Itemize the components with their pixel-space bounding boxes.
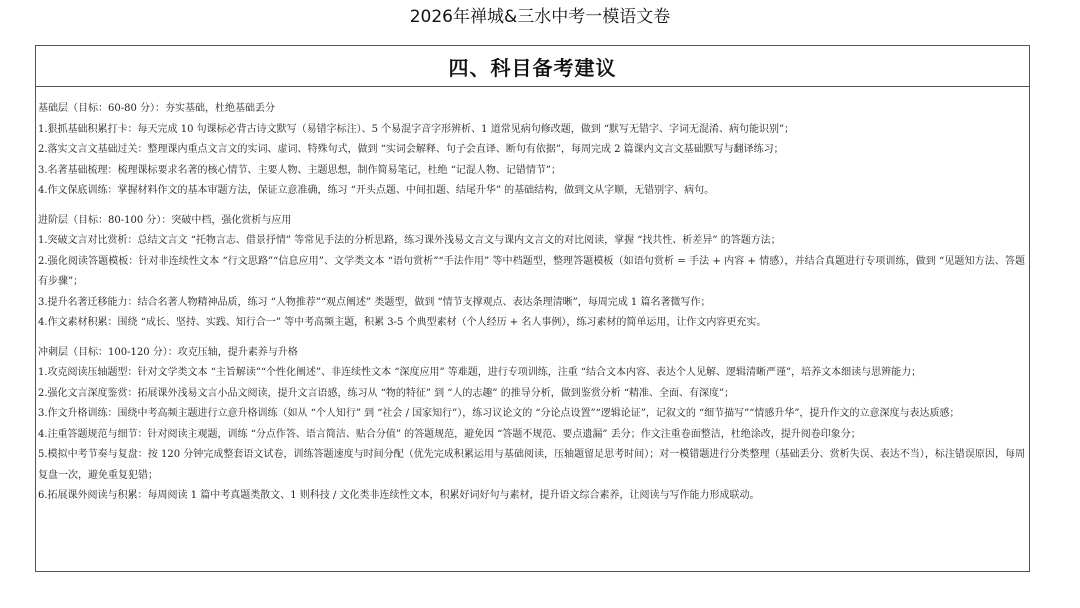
list-item: 1.突破文言对比赏析：总结文言文 “托物言志、借景抒情” 等常见手法的分析思路，练习课外浅易文言文与课内文言文的对比阅读，掌握 “找共性、析差异” 的答题方法；	[38, 235, 781, 246]
level-title: 基础层（目标：60-80 分）：夯实基础，杜绝基础丢分	[38, 103, 276, 114]
list-item: 1.攻克阅读压轴题型：针对文学类文本 “主旨解读”“个性化阐述”、非连续性文本 “深度应用” 等难题，进行专项训练，注重 “结合文本内容、表达个人见解、逻辑清晰严谨”，培养文本细读与思辨能力；	[38, 367, 922, 378]
section-content	[36, 87, 1029, 507]
list-item: 2.强化文言深度鉴赏：拓展课外浅易文言小品文阅读，提升文言语感，练习从 “物的特征” 到 “人的志趣” 的推导分析，做到鉴赏分析 “精准、全面、有深度”；	[38, 387, 735, 399]
level-title: 冲刺层（目标：100-120 分）：攻克压轴，提升素养与升格	[38, 346, 298, 358]
list-item: 4.作文保底训练：掌握材料作文的基本审题方法，保证立意准确，练习 “开头点题、中间扣题、结尾升华” 的基础结构，做到文从字顺，无错别字、病句。	[38, 185, 715, 196]
list-item: 6.拓展课外阅读与积累：每周阅读 1 篇中考真题类散文、1 则科技 / 文化类非连续性文本，积累好词好句与素材，提升语文综合素养，让阅读与写作能力形成联动。	[38, 490, 760, 501]
level-title: 进阶层（目标：80-100 分）：突破中档，强化赏析与应用	[38, 214, 292, 226]
list-item: 3.提升名著迁移能力：结合名著人物精神品质，练习 “人物推荐”“观点阐述” 类题型，做到 “情节支撑观点、表达条理清晰”，每周完成 1 篇名著微写作；	[38, 296, 711, 308]
level-basic	[38, 99, 1025, 202]
section-heading: 四、科目备考建议	[36, 46, 1029, 87]
list-item: 3.名著基础梳理：梳理课标要求名著的核心情节、主要人物、主题思想，制作简易笔记，杜绝 “记混人物、记错情节”；	[38, 164, 561, 176]
section-frame	[35, 45, 1030, 572]
level-sprint	[38, 343, 1025, 507]
list-item: 4.作文素材积累：围绕 “成长、坚持、实践、知行合一” 等中考高频主题，积累 3-5 个典型素材（个人经历 + 名人事例），练习素材的简单运用，让作文内容更充实。	[38, 317, 767, 328]
list-item: 3.作文升格训练：围绕中考高频主题进行立意升格训练（如从 “个人知行” 到 “社会 / 国家知行”），练习议论文的 “分论点设置”“逻辑论证”，记叙文的 “细节描写”“情感升华”，提升作文的立意深度与表达质感；	[38, 408, 960, 419]
list-item: 2.落实文言文基础过关：整理课内重点文言文的实词、虚词、特殊句式，做到 “实词会解释、句子会直译、断句有依据”，每周完成 2 篇课内文言文基础默写与翻译练习；	[38, 144, 784, 155]
list-item: 4.注重答题规范与细节：针对阅读主观题，训练 “分点作答、语言简洁、贴合分值” 的答题规范，避免因 “答题不规范、要点遗漏” 丢分；作文注重卷面整洁，杜绝涂改，提升阅卷印象分；	[38, 428, 861, 440]
list-item: 1.狠抓基础积累打卡：每天完成 10 句课标必背古诗文默写（易错字标注）、5 个易混字音字形辨析、1 道常见病句修改题，做到 “默写无错字、字词无混淆、病句能识别”；	[38, 123, 795, 135]
document-title: 2026年禅城&三水中考一模语文卷	[409, 7, 671, 27]
level-advanced	[38, 211, 1025, 334]
list-item: 5.模拟中考节奏与复盘：按 120 分钟完成整套语文试卷，训练答题速度与时间分配（优先完成积累运用与基础阅读，压轴题留足思考时间）；对一模错题进行分类整理（基础丢分、赏析失误、表达不当），标注错误原因，每周复盘一次，避免重复犯错；	[38, 449, 1025, 481]
list-item: 2.强化阅读答题模板：针对非连续性文本 “行文思路”“信息应用”、文学类文本 “语句赏析”“手法作用” 等中档题型，整理答题模板（如语句赏析 = 手法 + 内容 + 情感），并结合真题进行专项训练，做到 “见题知方法、答题有步骤”；	[38, 255, 1025, 287]
